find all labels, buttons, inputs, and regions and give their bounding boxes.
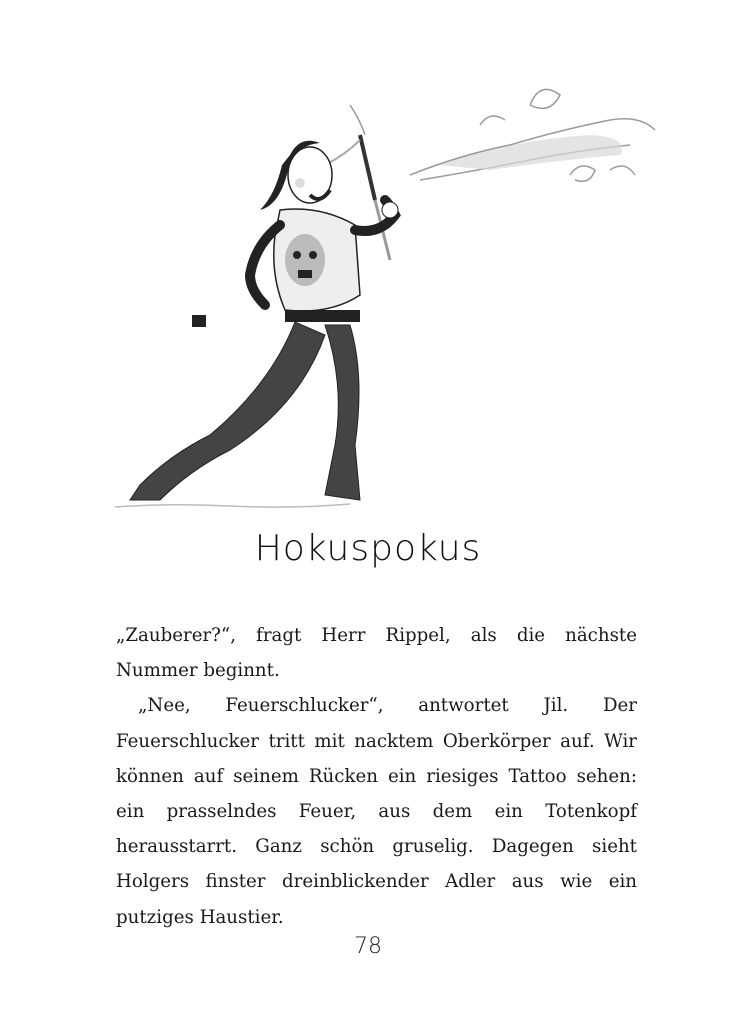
- page-number: 78: [354, 934, 382, 959]
- paragraph: „Zauberer?“, fragt Herr Rippel, als die nächste Nummer beginnt.: [116, 625, 637, 682]
- paragraph: „Nee, Feuerschlucker“, antwortet Jil. Der Feuerschlucker tritt mit nacktem Oberkörper auf. Wir können auf seinem Rücken ein riesiges Tattoo sehen: ein prasselndes Feuer, aus dem ein Totenkopf herausstarrt. Ganz schön gruselig. Dagegen sieht Holgers finster dreinblickender Adler aus wie ein putziges Haustier.: [116, 695, 637, 928]
- body-text: [116, 618, 637, 935]
- fire-breather-illustration: [110, 75, 670, 515]
- chapter-title: Hokuspokus: [254, 528, 482, 569]
